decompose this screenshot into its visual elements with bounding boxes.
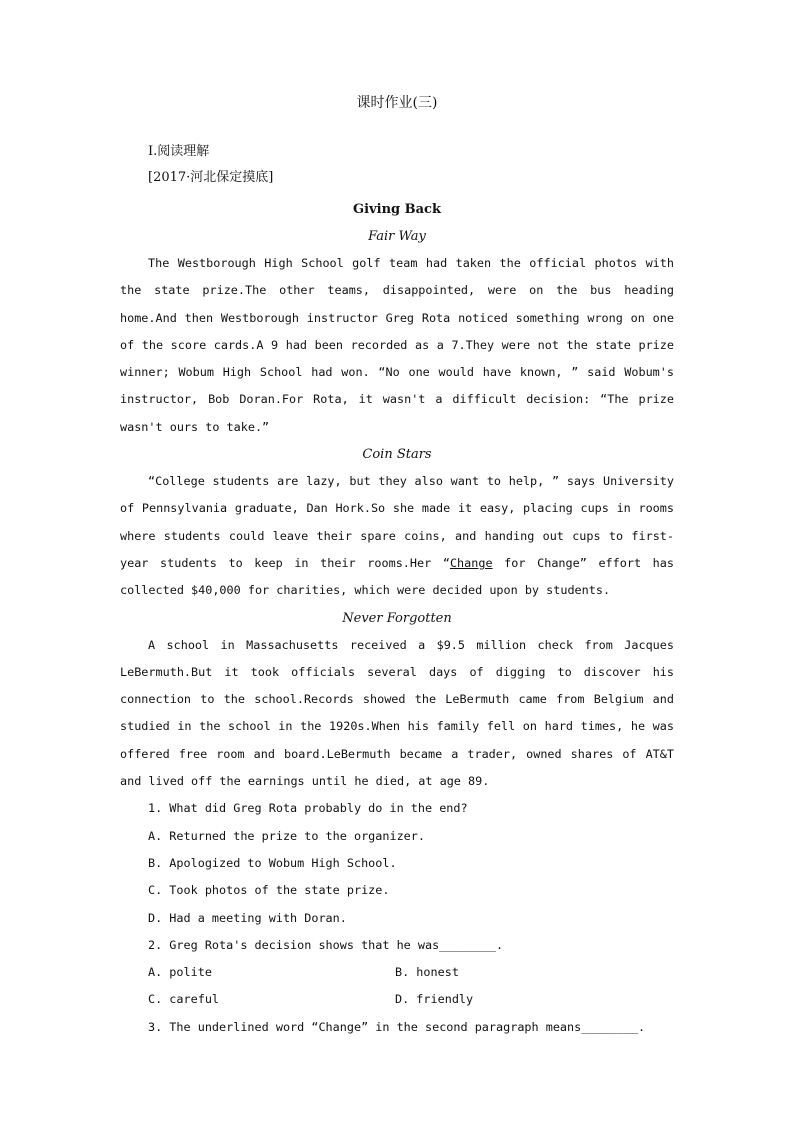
section-heading: Ⅰ.阅读理解 [148,144,210,159]
question-3-stem: 3. The underlined word “Change” in the second paragraph means________. [148,1019,646,1034]
paragraph-fair-way: The Westborough High School golf team had taken the official photos with the state prize.The other teams, disappointed, were on the bus heading home.And then Westborough instructor Greg Rota noticed something wrong on one of the score cards.A 9 had been recorded as a 7.They were not the state prize winner; Wobum High School had won. “No one would have known, ” said Wobum's instructor, Bob Doran.For Rota, it wasn't a difficult decision: “The prize wasn't ours to take.” [120,256,674,434]
paragraph-never-forgotten: A school in Massachusetts received a $9.5 million check from Jacques LeBermuth.But it took officials several days of digging to discover his connection to the school.Records showed the LeBermuth came from Belgium and studied in the school in the 1920s.When his family fell on hard times, he was offered free room and board.LeBermuth became a trader, owned shares of AT&T and lived off the earnings until he died, at age 89. [120,637,674,789]
source-label: [2017·河北保定摸底] [148,170,274,185]
question-2-stem: 2. Greg Rota's decision shows that he was________. [148,937,504,952]
question-1-option-d: D. Had a meeting with Doran. [148,910,347,925]
question-2-option-a: A. polite [148,965,212,980]
question-2-options-row-2 [148,986,674,1013]
question-1-option-b: B. Apologized to Wobum High School. [148,855,397,870]
article-title: Giving Back [353,202,441,217]
question-2-option-c: C. careful [148,992,220,1007]
question-2-option-d: D. friendly [395,992,474,1007]
question-2-option-b: B. honest [395,965,459,980]
question-1-option-c: C. Took photos of the state prize. [148,883,390,898]
underlined-word: Change [449,555,493,570]
paragraph-coin-stars [120,468,674,604]
question-1-option-a: A. Returned the prize to the organizer. [148,828,425,843]
subheading-never-forgotten: Never Forgotten [342,610,452,626]
subheading-fair-way: Fair Way [368,229,426,244]
question-1-stem: 1. What did Greg Rota probably do in the end? [148,801,468,816]
document-page [120,92,674,1041]
text-before: “College students are lazy, but they also want to help, ” says University of Pennsylvania graduate, Dan Hork.So she made it easy, placing cups in rooms where students could leave their spare coins, and handing out cups to first-year students to keep in their rooms.Her “ [120,474,674,570]
text-after: for Change” effort has collected $40,000 for charities, which were decided upon by students. [120,555,674,598]
page-title: 课时作业(三) [356,95,438,111]
subheading-coin-stars: Coin Stars [362,447,432,463]
question-2-options-row-1 [148,959,674,986]
